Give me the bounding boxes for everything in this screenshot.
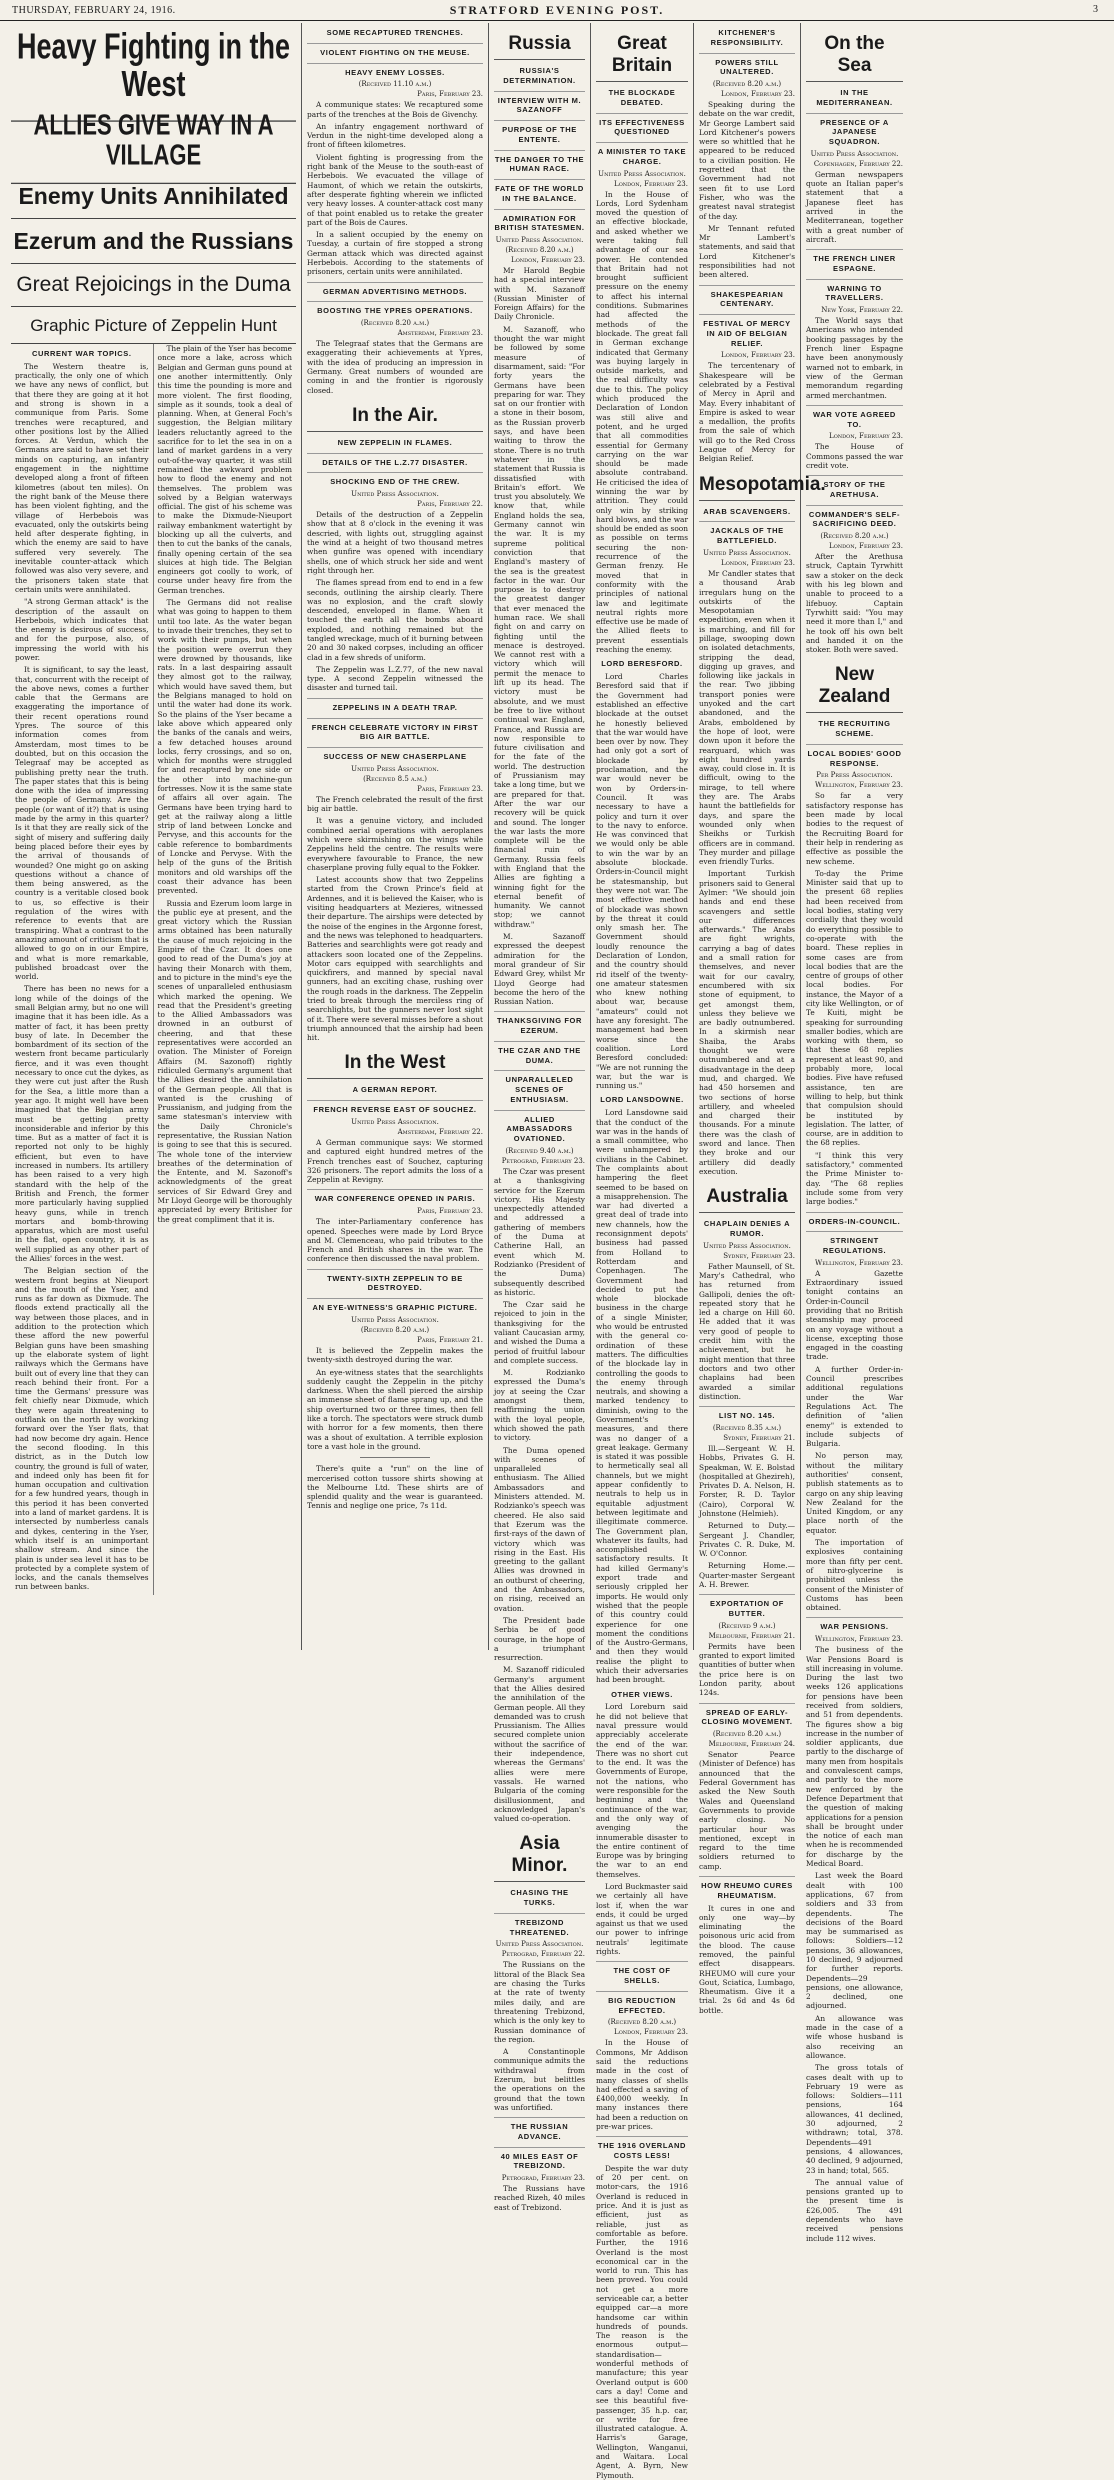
paragraph: The Telegraaf states that the Germans are exaggerating their achievements at Ypres, with the idea of producing an impression in Germany. Great numbers of wounded are coming in and the frontier is rigorously closed. <box>307 339 483 395</box>
dispatch-meta: United Press Association. <box>351 490 439 499</box>
section-subhead: LORD BERESFORD. <box>601 659 683 669</box>
war-topics-right <box>154 344 297 1595</box>
dispatch-dateline: London, February 23. <box>511 256 585 264</box>
section-subhead: JACKALS OF THE BATTLEFIELD. <box>699 521 795 546</box>
section-subhead: SHAKESPEARIAN CENTENARY. <box>699 285 795 310</box>
dispatch-meta: (Received 11.10 a.m.) <box>358 80 432 89</box>
dispatch-meta: (Received 8.20 a.m.) <box>607 2018 677 2027</box>
dispatch-dateline: Sydney, February 21. <box>723 1433 795 1442</box>
section-subhead: THE RUSSIAN ADVANCE. <box>494 2117 585 2142</box>
section-subhead: ALLIED AMBASSADORS OVATIONED. <box>494 1110 585 1144</box>
paragraph: The annual value of pensions granted up to the present time is £26,005. The 491 dependents who have received pensions include 112 wives. <box>806 2177 903 2243</box>
dispatch-dateline: London, February 23. <box>614 2028 688 2037</box>
dispatch-meta: United Press Association. <box>495 1940 584 1949</box>
war-topics-left <box>11 344 154 1595</box>
section-heading-australia: Australia <box>699 1186 795 1213</box>
paragraph: There has been no news for a long while of the doings of the small Belgian army, but no one will imagine that it has been idle. As a matter of fact, it has been pretty busy of late. In December the bombardment of its section of the western front became particularly fierce, and it was even thought necessary to once cut the dykes, as they were cut just after the Rush for the Sea, a little more than a year ago. It might well have been imagined that the Belgian army must be getting pretty inconsiderable and inferior by this time. But as a matter of fact it is reported not only to be highly efficient, but even to have increased in numbers. Its artillery has been raised to a very high standard with the help of the British and French, the former more particularly having supplied heavy guns, while in trench mortars and bomb-throwing apparatus, which are most useful in the flat, open country, it is as well supplied as any other part of the Allies' forces in the west. <box>15 984 149 1263</box>
section-heading-air: In the Air. <box>307 405 483 432</box>
section-heading-mesopotamia: Mesopotamia. <box>699 474 795 501</box>
dispatch-meta: United Press Association. <box>351 1117 439 1126</box>
section-subhead: KITCHENER'S RESPONSIBILITY. <box>710 28 784 47</box>
paragraph: Lord Lansdowne said that the conduct of the war was in the hands of a small committee, who were unhampered by civilians in the Cabinet. The complaints about hampering the fleet seemed to be based on a misapprehension. The war had diverted a great deal of trade into new channels, how the reconsignment depots' business had passed from Holland to Rotterdam and Copenhagen. The Government had decided to put the whole blockade business in the charge of a single Minister, who would be entrusted with the general co-ordination of these matters. The difficulties of the blockade lay in controlling the goods to the enemy through neutrals, and showing a marked tendency to diminish, owing to the Government's measures, and there was no danger of a great leakage. Germany is stated it was possible to hermetically seal all channels, but we might appear confidently to neutrals to help us in equitable adjustment between legitimate and illegitimate commerce. The Government plan, whatever its faults, had accomplished satisfactory results. It had killed Germany's export trade and seriously crippled her imports. He would only wished that the people of this country could experience for one moment the conditions of the Austro-Germans, and then they would realise the plight to which their adversaries had been brought. <box>596 1108 688 1685</box>
column-great-britain <box>591 23 694 2480</box>
paragraph: A communique states: We recaptured some parts of the trenches at the Bois de Givenchy. <box>307 100 483 119</box>
dispatch-meta: (Received 9 a.m.) <box>718 1621 776 1630</box>
section-subhead: LOCAL BODIES' GOOD RESPONSE. <box>806 744 903 769</box>
section-subhead: INTERVIEW WITH M. SAZANOFF <box>494 91 585 116</box>
section-subhead: ORDERS-IN-COUNCIL. <box>806 1212 903 1227</box>
dispatch-dateline: Amsterdam, February 22. <box>397 1127 483 1136</box>
section-subhead: A GERMAN REPORT. <box>352 1085 438 1095</box>
section-subhead: GERMAN ADVERTISING METHODS. <box>307 282 483 297</box>
section-subhead: COMMANDER'S SELF-SACRIFICING DEED. <box>806 505 903 530</box>
section-subhead: LORD LANSDOWNE. <box>600 1095 684 1105</box>
section-subhead: SHOCKING END OF THE CREW. <box>307 472 483 487</box>
dispatch-meta: (Received 9.40 a.m.) <box>505 1146 574 1155</box>
dispatch-dateline: London, February 23. <box>614 179 688 188</box>
paragraph: The Russians on the littoral of the Black Sea are chasing the Turks at the rate of twenty miles daily, and are threatening Trebizond, which is the only key to Russian dominance of the region. <box>494 1960 585 2044</box>
paragraph: It is significant, to say the least, that, concurrent with the receipt of the above news, comes a further cable that the Germans are exaggerating the importance of their recent operations round Ypres. The source of this information comes from Amsterdam, most times to be doubted, but on this occasion the Telegraaf may be accepted as publishing pretty near the truth. The paper states that this is being done with the idea of impressing the people of Germany. Are the people (or want of it?) that is using made by the army in this quarter? Is it that they are really sick of the sight of misery and suffering daily being placed before their eyes by the arrival of thousands of wounded? One might go on asking questions without a chance of them being answered, as the country is a veritable closed book to us, so effective is their regulation of the wires with reference to events that are transpiring. What a contrast to the amazing amount of criticism that is allowed to go on in our Empire, and what is more remarkable, published broadcast over the world. <box>15 665 149 982</box>
dispatch-dateline: Paris, February 23. <box>417 784 483 793</box>
section-subhead: NEW ZEPPELIN IN FLAMES. <box>337 437 453 447</box>
dispatch-dateline: Petrograd, February 22. <box>501 1950 585 1959</box>
paragraph: After the Arethusa struck, Captain Tyrwhitt saw a stoker on the deck with his leg blown and unable to proceed to a lifebuoy. Captain Tyrwhitt said: "You may need it more than I," and he took off his own belt and handed it on the stoker. Both were saved. <box>806 552 903 655</box>
section-subhead: 40 MILES EAST OF TREBIZOND. <box>494 2147 585 2172</box>
section-subhead: THE COST OF SHELLS. <box>596 1961 688 1986</box>
paragraph: An infantry engagement northward of Verdun in the night-time developed along a front of fifteen kilometres. <box>307 121 483 150</box>
paragraph: An allowance was made in the case of a wife whose husband is also receiving an allowance. <box>806 2013 903 2060</box>
dispatch-dateline: Paris, February 23. <box>417 90 483 99</box>
dispatch-meta: (Received 8.20 a.m.) <box>712 80 782 88</box>
paragraph: Senator Pearce (Minister of Defence) has announced that the Federal Government has asked the New South Wales and Queensland Governments to provide early closing. No particular hour was mentioned, except in regard to the time soldiers returned to camp. <box>699 1750 795 1871</box>
advertisement: There's quite a "run" on the line of mercerised cotton tussore shirts showing at the Melbourne Ltd. These shirts are of splendid quality and the wear is guaranteed. Tennis and neglige one price, 7s 11d. <box>307 1464 483 1511</box>
headline-ezerum: Ezerum and the Russians <box>11 219 296 264</box>
divider <box>360 1457 430 1458</box>
dispatch-meta: (Received 8.20 a.m.) <box>505 246 574 254</box>
section-subhead: TREBIZOND THREATENED. <box>494 1913 585 1938</box>
dispatch-meta: United Press Association. <box>598 169 686 178</box>
section-subhead: FRENCH REVERSE EAST OF SOUCHEZ. <box>307 1100 483 1115</box>
paragraph: The Russians have reached Rizeh, 40 miles east of Trebizond. <box>494 2184 585 2212</box>
war-topics <box>11 344 296 1595</box>
paragraph: Mr Tennant refuted Mr Lambert's statements, and said that Lord Kitchener's responsibilities had not been altered. <box>699 223 795 280</box>
dispatch-meta: United Press Association. <box>810 149 899 158</box>
paragraph: The Western theatre is, practically, the only one of which we have any news of conflict, but that there they are going at it hot and strong is shown in a communique from Paris. Some trenches were recaptured, and other positions lost by the Allied forces. At Verdun, which the Germans are said to have set their minds on capturing, an infantry engagement in the nighttime developed along a front of fifteen kilometres (about ten miles). On the right bank of the Meuse there has been violent fighting, and the village of Herbebois was evacuated, only the outskirts being held after desperate fighting, in which the enemy are said to have suffered very severely. The inevitable counter-attack which followed was also very severe, and the prisoners taken state that certain units were annihilated. <box>15 361 149 594</box>
section-subhead: STRINGENT REGULATIONS. <box>806 1231 903 1256</box>
paragraph: Ill.—Sergeant W. H. Hobbs, Privates G. H. Speakman, W. E. Bolstad (hospitalled at Ghezireh), Privates D. A. Nelson, H. Forster, R. D. Taylor (Cairo), Corporal W. Johnstone (Helmieh). <box>699 1443 795 1518</box>
dispatch-meta: (Received 8.20 a.m.) <box>360 319 430 328</box>
dispatch-dateline: London, February 23. <box>829 432 903 441</box>
war-topics-heading: CURRENT WAR TOPICS. <box>31 349 132 359</box>
dispatch-meta: (Received 8.5 a.m.) <box>363 774 427 783</box>
paragraph: Important Turkish prisoners said to General Aylmer: "We should join hands and end these scavengers and settle our differences afterwards." The Arabs are fight wrights, carrying a bag of dates and a small ration for themselves, and never wait for our cavalry, encumbered with six stone of equipment, to get amongst them, unless they believe we are badly outnumbered. In a skirmish near Shaiba, the Arabs thought we were outnumbered and at a disadvantage in the deep mud, and charged. We had 450 horsemen and two sections of horse artillery, and wheeled and charged their thousands. For a minute there was the clash of sword and lance. Then they broke and our artillery did deadly execution. <box>699 869 795 1176</box>
paragraph: The tercentenary of Shakespeare will be celebrated by a Festival of Mercy in April and May. Every inhabitant of Empire is asked to wear a medallion, the profits from the sale of which will go to the Red Cross League of Mercy for Belgian Relief. <box>699 361 795 464</box>
paragraph: Speaking during the debate on the war credit, Mr George Lambert said Lord Kitchener's powers were so whittled that he appeared to be reduced to a civilian position. He regretted that the Government had not seen fit to use Lord Fisher, who was the greatest naval strategist of the day. <box>699 100 795 221</box>
section-subhead: BOOSTING THE YPRES OPERATIONS. <box>307 301 483 316</box>
paragraph: So far a very satisfactory response has been made by local bodies to the request of the Recruiting Board for their help in rendering as effective as possible the new scheme. <box>806 791 903 866</box>
section-heading-asia-minor: Asia Minor. <box>494 1833 585 1882</box>
dispatch-dateline: London, February 23. <box>721 558 795 567</box>
paragraph: Violent fighting is progressing from the right bank of the Meuse to the south-east of Herbebois. We evacuated the village of Haumont, of which we retain the outskirts, after desperate fighting wherein we inflicted very heavy losses. A counter-attack cost many of that point enabled us to retake the greater part of the Bois de Caures. <box>307 152 483 227</box>
section-subhead: STORY OF THE ARETHUSA. <box>806 475 903 500</box>
paragraph: Permits have been granted to export limited quantities of butter when the price here is on London parity, about 124s. <box>699 1641 795 1698</box>
paragraph: The flames spread from end to end in a few seconds, outlining the airship clearly. There was no explosion, and the craft slowly descended, enveloped in flame. When it touched the earth all the bombs aboard exploded, and nothing remained but the tangled wreckage, much of it burning between 20 and 30 naked corpses, including an officer clad in a few shreds of uniform. <box>307 578 483 662</box>
paragraph: It is believed the Zeppelin makes the twenty-sixth destroyed during the war. <box>307 1345 483 1365</box>
section-subhead: ARAB SCAVENGERS. <box>703 506 791 516</box>
section-subhead: AN EYE-WITNESS'S GRAPHIC PICTURE. <box>307 1298 483 1313</box>
paragraph: The inter-Parliamentary conference has opened. Speeches were made by Lord Bryce and M. Clemenceau, who paid tributes to the French and British shares in the war. The conference then discussed the naval problem. <box>307 1217 483 1264</box>
paragraph: Lord Loreburn said he did not believe that naval pressure would appreciably accelerate the end of the war. There was no short cut to the end. It was the Governments of Europe, not the nations, who were responsible for the beginning and the continuance of the war, and the only way of avenging the innumerable disaster to the entire continent of Europe was by bringing the war to an end themselves. <box>596 1702 688 1879</box>
section-subhead: CHAPLAIN DENIES A RUMOR. <box>703 1219 791 1238</box>
section-subhead: THE FRENCH LINER ESPAGNE. <box>806 249 903 274</box>
dispatch-dateline: Paris, February 23. <box>417 1207 483 1216</box>
section-subhead: WAR VOTE AGREED TO. <box>806 405 903 430</box>
paragraph: Last week the Board dealt with 100 applications, 67 from soldiers and 33 from dependents. The decisions of the Board may be summarised as follows: Soldiers—12 pensions, 36 allowances, 10 declined, 9 adjourned for further reports. Dependents—29 pensions, one allowance, 2 declined, one adjourned. <box>806 1871 903 2011</box>
section-subhead: SPREAD OF EARLY-CLOSING MOVEMENT. <box>699 1703 795 1728</box>
section-subhead: THE RECRUITING SCHEME. <box>818 719 891 739</box>
section-subhead: THE CZAR AND THE DUMA. <box>494 1041 585 1066</box>
paragraph: Lord Charles Beresford said that if the Government had established an effective blockade at the outset he honestly believed that the war would have been over by now. They had only got a sort of blockade by proclamation, and the war would never be won by Orders-in-Council. It was necessary to have a policy and turn it over to the navy to enforce. He was convinced that we would only be able to win the war by an absolute blockade. Orders-in-Council might be statesmanship, but they were not war. The most effective method of blockade was shown by the threat it could only smash her. The Government should loudly renounce the Declaration of London, and the country should rid itself of the twenty-one amateur statesmen who knew nothing about war, because "amateurs" could not have any foresight. The management had been worse since the coalition. Lord Beresford concluded: "We are not running the war, but the war is running us." <box>596 672 688 1091</box>
section-subhead: WAR PENSIONS. <box>806 1617 903 1632</box>
dispatch-meta: United Press Association. <box>703 1241 791 1250</box>
paragraph: The Czar was present at a thanksgiving service for the Ezerum victory. His Majesty unexpectedly attended and addressed a gathering of members of the Duma at Catherine Hall, an event which M. Rodzianko (President of the Duma) subsequently described as historic. <box>494 1166 585 1297</box>
section-subhead: DETAILS OF THE L.Z.77 DISASTER. <box>307 453 483 468</box>
paragraph: Mr Harold Begbie had a special interview with M. Sazanoff (Russian Minister of Foreign Affairs) for the Daily Chronicle. <box>494 266 585 322</box>
paragraph: The President bade Serbia be of good courage, in the hope of a triumphant resurrection. <box>494 1615 585 1663</box>
section-subhead: BIG REDUCTION EFFECTED. <box>596 1991 688 2016</box>
section-subhead: RUSSIA'S DETERMINATION. <box>503 66 576 85</box>
page-number: 3 <box>1093 4 1098 15</box>
section-subhead: UNPARALLELED SCENES OF ENTHUSIASM. <box>494 1070 585 1104</box>
dispatch-dateline: Amsterdam, February 23. <box>397 329 483 338</box>
paragraph: "A strong German attack" is the description of the assault on Herbebois, which indicates that the enemy is desirous of success, and for the purpose, also, of impressing the world with his power. <box>15 597 149 662</box>
section-heading-on-the-sea: On the Sea <box>806 33 903 82</box>
dispatch-dateline: Melbourne, February 21. <box>708 1631 795 1640</box>
dispatch-dateline: Paris, February 22. <box>417 500 483 509</box>
dispatch-meta: United Press Association. <box>703 548 791 557</box>
section-subhead: EXPORTATION OF BUTTER. <box>699 1594 795 1619</box>
paragraph: A German communique says: We stormed and captured eight hundred metres of the French trenches east of Souchez, capturing 326 prisoners. The report admits the loss of a Zeppelin at Revigny. <box>307 1137 483 1185</box>
paragraph: Returned to Duty.—Sergeant J. Chandler, Privates C. R. Duke, M. W. O'Connor. <box>699 1521 795 1559</box>
paragraph: In the House of Commons, Mr Addison said the reductions made in the cost of many classes of shells had effected a saving of £400,000 weekly. In many instances there had been a reduction on pre-war prices. <box>596 2038 688 2132</box>
paragraph: Returning Home.—Quarter-master Sergeant A. H. Brewer. <box>699 1561 795 1590</box>
dispatch-dateline: New York, February 22. <box>821 306 903 315</box>
paragraph: A Constantinople communique admits the withdrawal from Ezerum, but belittles the operations on the ground that the town was unfortified. <box>494 2047 585 2112</box>
paragraph: M. Sazanoff expressed the deepest admiration for the moral grandeur of Sir Edward Grey, whilst Mr Lloyd George had become the hero of the Russian Nation. <box>494 932 585 1007</box>
dispatch-meta: Per Press Association. <box>816 771 893 780</box>
columns <box>6 23 1108 2480</box>
paragraph: "I think this very satisfactory," commented the Prime Minister to-day. "The 68 replies include some from very large bodies." <box>806 1150 903 1207</box>
section-subhead: TWENTY-SIXTH ZEPPELIN TO BE DESTROYED. <box>307 1269 483 1294</box>
paragraph: An eye-witness states that the searchlights suddenly caught the Zeppelin in the pitchy darkness. When the shell pierced the airship an immense sheet of flame sprang up, and the ship overturned two or three times, then fell like a torch. The spectators were struck dumb with horror for a few moments, then there was a shout of exultation. A terrible explosion tore a vast hole in the ground. <box>307 1367 483 1451</box>
paragraph: The plain of the Yser has become once more a lake, across which Belgian and German guns pound at one another intermittently. Only this time the pounding is more and more violent. The first flooding, simple as it sounds, took a deal of planning. When, at General Foch's suggestion, the Belgian military leaders reluctantly agreed to the sacrifice for to let the sea in on a land of market gardens in a very out-of-the-way quarter, it was still remained the awkward problem how to flood the enemy and not themselves. The problem was solved by a Belgian waterways official. The gist of his scheme was to make the Dixmude-Nieuport railway embankment watertight by blocking up all the culverts, and then to cut the banks of the canals, finally opening certain of the sea sluices at high tide. The Belgian engineers got coolly to work, of course under heavy fire from the German trenches. <box>157 344 292 595</box>
headline-zeppelin-hunt: Graphic Picture of Zeppelin Hunt <box>11 307 296 344</box>
dispatch-dateline: Wellington, February 23. <box>815 781 903 790</box>
advertisement-heading: THE 1916 OVERLAND COSTS LESS! <box>596 2136 688 2161</box>
paragraph: The business of the War Pensions Board is still increasing in volume. During the last two weeks 126 applications for pensions have been received from soldiers, and 51 from dependents. The figures show a big increase in the number of soldier applicants, due partly to the discharge of many men from hospitals and convalescent camps, and partly to the more new enforced by the Defence Department that the question of making applications for a pension shall be brought under the notice of each man when he is recommended for discharge by the Medical Board. <box>806 1645 903 1869</box>
headline-enemy-units: Enemy Units Annihilated <box>11 174 296 219</box>
paragraph: A Gazette Extraordinary issued tonight contains an Order-in-Council providing that no British steamship may proceed on any voyage without a license, excepting those engaged in the coasting trade. <box>806 1268 903 1362</box>
section-subhead: A MINISTER TO TAKE CHARGE. <box>596 142 688 167</box>
dispatch-meta: United Press Association. <box>351 764 439 773</box>
section-heading-new-zealand: New Zealand <box>806 664 903 713</box>
paragraph: M. Sazanoff, who thought the war might be followed by some measure of disarmament, said: "For forty years the Germans have been preparing for war. They sat on our frontier with a stone in their bosom, as the Russian proverb says, and have been waiting to throw the stone. There is no truth whatever in the statement that Russia is dissatisfied with Britain's effort. We trust you absolutely. We know that, while England holds the sea, Germany cannot win the war. It is my supreme political conviction that England's mastery of the sea is the greatest factor in the war. Our purpose is to destroy the greatest danger that ever menaced the human race. We shall fight on and carry on fighting until the menace is destroyed. We cannot rest with a victory which will permit the menace to lift up its head. The victory must be absolute, and we must be free to live without continual war. England, France, and Russia are now responsible to future civilisation and for the fate of the world. The destruction of Prussianism may take a long time, but we are prepared for that. After the war our recovery will be quick and sound. The longer the war lasts the more complete will be the financial ruin of Germany. Russia feels with England that the Allies are fighting a winning fight for the eternal benefit of humanity. We cannot stop; we cannot withdraw." <box>494 324 585 929</box>
headline-heavy-fighting: Heavy Fighting in the West <box>11 8 296 121</box>
section-subhead: ZEPPELINS IN A DEATH TRAP. <box>307 698 483 713</box>
paragraph: The gross totals of cases dealt with up to February 19 were as follows: Soldiers—111 pensions, 164 allowances, 41 declined, 30 adjourned, 2 withdrawn; total, 378. Dependents—491 pensions, 4 allowances, 40 declined, 9 adjourned, 23 in hand; total, 565. <box>806 2063 903 2175</box>
section-subhead: POWERS STILL UNALTERED. <box>699 53 795 78</box>
section-heading-great-britain: Great Britain <box>596 33 688 82</box>
paragraph: To-day the Prime Minister said that up to the present 68 replies had been received from local bodies, stating very cordially that they would do everything possible to co-operate with the board. These replies in some cases are from local bodies that are the centre of groups of other local bodies. For instance, the Mayor of a city like Wellington, or of Te Kuiti, might be speaking for surrounding smaller bodies, which are working with them, so that these 68 replies represent at least 90, and probably more, local bodies. Five have refused assistance, ten are willing to help, but think that compulsion should be instituted by legislation. The latter, of course, are in addition to the 68 replies. <box>806 868 903 1148</box>
dispatch-dateline: Petrograd, February 23. <box>501 1156 585 1165</box>
paragraph: Details of the destruction of a Zeppelin show that at 8 o'clock in the evening it was descried, with lights out, struggling against the wind at a height of two thousand metres when gunfire was opened with incendiary shells, one of which struck her side and went right through her. <box>307 510 483 575</box>
dispatch-meta: United Press Association. <box>495 236 584 244</box>
paragraph: Russia and Ezerum loom large in the public eye at present, and the great victory which the Russian arms obtained has been naturally the cause of much rejoicing in the Empire of the Czar. It does one good to read of the Duma's joy at having their Monarch with them, and to picture in the mind's eye the scenes of unparalleled enthusiasm which marked the opening. We read that the President's greeting to the Allied Ambassadors was drowned in an outburst of cheering, and that these representatives were accorded an ovation. The Minister of Foreign Affairs (M. Sazonoff) rightly ridiculed Germany's argument that the Allies desired the annihilation of the German people. All that is wanted is the crushing of Prussianism, and judging from the same statesman's interview with the Daily Chronicle's representative, the Russian Nation is going to see that this is secured. The whole tone of the interview breathes of the determination of the Entente, and M. Sazonoff's acknowledgments of the great services of Sir Edward Grey and Mr Lloyd George will be thoroughly appreciated by every Britisher for the great compliment that it is. <box>157 898 292 1224</box>
dispatch-dateline: Copenhagen, February 22. <box>813 159 903 168</box>
section-subhead: WARNING TO TRAVELLERS. <box>806 279 903 304</box>
dispatch-meta: United Press Association. <box>351 1315 439 1324</box>
paragraph: No person may, without the military authorities' consent, publish statements as to cargo on any ship leaving New Zealand for the United Kingdom, or any place north of the equator. <box>806 1451 903 1535</box>
section-subhead: OTHER VIEWS. <box>611 1689 673 1699</box>
advertisement: Despite the war duty of 20 per cent. on motor-cars, the 1916 Overland is reduced in price. And it is just as efficient, just as reliable, just as comfortable as before. Further, the 1916 Overland is the most economical car in the world to run. This has been proved. You could not get a more serviceable car, a better equipped car—a more handsome car within hundreds of pounds. The reason is the enormous output—standardisation—wonderful methods of manufacture; this year Overland output is 600 cars a day! Come and see this beautiful five-passenger, 35 h.p. car, or write for free illustrated catalogue. A. Harris's Garage, Wellington, Wanganui, and Waitara. Local Agent, A. Byrn, New Plymouth. <box>596 2163 688 2480</box>
paragraph: The Germans did not realise what was going to happen to them until too late. As the water began to invade their trenches, they set to work with their pumps, but when the position were overrun they were drowned by thousands, like rats. In a last despairing assault they almost got to the railway, which would have saved them, but the Belgians managed to hold on until the water had done its work. So the plains of the Yser became a lake above which appeared only the banks of the canals and weirs, a few detached houses around locks, ferry crossings, and so on, which for months were struggled for and recaptured by one side or the other into machine-gun fortresses. Now it is the same state of affairs all over again. The Germans have been trying hard to get at the railway along a little strip of land between Loncke and Pervyse, and this accounts for the cable reference to bombardments of Loncke and Pervyse. With the help of the guns of the British monitors and old warships off the coast their advance has been prevented. <box>157 598 292 896</box>
paragraph: M. Sazanoff ridiculed Germany's argument that the Allies desired the annihilation of the German people. All they demanded was to crush Prussianism. The Allies secured complete union without the sacrifice of their independence, whereas the Germans' allies were mere vassals. He warned Bulgaria of the coming disillusionment, and acknowledged Japan's valued co-operation. <box>494 1665 585 1824</box>
paragraph: The Zeppelin was L.Z.77, of the new naval type. A second Zeppelin witnessed the disaster and turned tail. <box>307 664 483 693</box>
column-russia <box>489 23 591 2212</box>
paragraph: Lord Buckmaster said we certainly all have lost if, when the war ends, it could be urged against us that we used our power to infringe neutrals' legitimate rights. <box>596 1882 688 1957</box>
masthead-date: THURSDAY, FEBRUARY 24, 1916. <box>12 5 176 16</box>
section-subhead: THE BLOCKADE DEBATED. <box>608 88 676 107</box>
paragraph: German newspapers quote an Italian paper's statement that a Japanese fleet has arrived in the Mediterranean, together with a great number of aircraft. <box>806 169 903 244</box>
headline-great-rejoicings: Great Rejoicings in the Duma <box>11 264 296 307</box>
dispatch-dateline: Paris, February 21. <box>417 1335 483 1344</box>
dispatch-dateline: Wellington, February 23. <box>815 1258 903 1267</box>
section-heading-west: In the West <box>307 1052 483 1079</box>
column-mesopotamia-australia <box>694 23 826 2015</box>
paragraph: In the House of Lords, Lord Sydenham moved the question of an effective blockade, and asked whether we were taking full advantage of our sea power. He contended that Britain had not brought sufficient pressure on the enemy to affect his internal conditions. Submarines had affected the methods of the blockade. The great fall in German exchange indicated that Germany was buying largely in outside markets, and the real difficulty was due to this. The policy which produced the Declaration of London was still alive and potent, and he urged that all commodities essential for Germany carrying on the war should be made absolute contraband. He criticised the idea of winning the war by attrition. They could only win by striking hard blows, and the war should be ended as soon as possible on terms securing the non-recurrence of the German frenzy. He moved that in conformity with the principles of national law and legitimate neutral rights more effective use be made of the Allied fleets to prevent essentials reaching the enemy. <box>596 189 688 655</box>
section-subhead: IN THE MEDITERRANEAN. <box>816 88 893 107</box>
section-heading-russia: Russia <box>494 33 585 60</box>
section-subhead: SOME RECAPTURED TRENCHES. <box>326 28 464 37</box>
advertisement: It cures in one and only one way—by eliminating the poisonous uric acid from the blood. The cause removed, the painful effect disappears. RHEUMO will cure your Gout, Sciatica, Lumbago, Rheumatism. Give it a trial. 2s 6d and 4s 6d bottle. <box>699 1903 795 2015</box>
dispatch-dateline: London, February 23. <box>721 90 795 98</box>
dispatch-meta: (Received 8.20 a.m.) <box>712 1730 782 1739</box>
paragraph: The World says that Americans who intended booking passages by the French liner Espagne have been anonymously warned not to embark, in view of the German memorandum regarding armed merchantmen. <box>806 316 903 400</box>
section-subhead: FATE OF THE WORLD IN THE BALANCE. <box>494 179 585 204</box>
paragraph: Latest accounts show that two Zeppelins started from the Crown Prince's field at Ardennes, and it is believed the Kaiser, who is visiting headquarters at Mezieres, witnessed their departure. The airships were detected by the noise of the engines in the Argonne forest, and the news was telephoned to headquarters. Batteries and searchlights were got ready and attackers soon located one of the Zeppelins. Motor cars equipped with searchlights and quickfirers, and manned by special naval gunners, had an exciting chase, rushing over the rough roads in the darkness. The Zeppelin tried to break through the merciless ring of searchlights, but the gunners never lost sight of it. There were several misses before a shout triumph announced that the airship had been hit. <box>307 875 483 1043</box>
section-subhead: FESTIVAL OF MERCY IN AID OF BELGIAN RELIEF. <box>699 314 795 348</box>
paragraph: The Belgian section of the western front begins at Nieuport and the mouth of the Yser, and runs as far down as Dixmude. The floods extend practically all the way between those places, and in addition to the protection which these afford the new powerful Belgian guns have been smashing up the elaborate system of light railways which the Germans have built out of every line that they can reach behind their front. For a time the Germans' pressure was felt chiefly near Dixmude, which they were again threatening to outflank on the north by working forward over the Yser flats, that had now become dry again. Hence the second flooding. In this district, as in the Dutch low country, the ground is full of water, and indeed only has been fit for human occupation and cultivation for a few hundred years, though in this period it has been converted into a land of market gardens. It is intersected by numberless canals and dykes, centering in the Yser, which itself is an unimportant shallow stream. And since the plain is under sea level it has to be protected by a complete system of locks, and the canals themselves run between banks. <box>15 1266 149 1592</box>
paragraph: Father Maunsell, of St. Mary's Cathedral, who has returned from Gallipoli, denies the oft-repeated story that he led a charge on Hill 60. He added that it was very good of people to credit him with the achievement, but he might mention that three doctors and two other chaplains had been awarded a similar distinction. <box>699 1261 795 1401</box>
dispatch-meta: (Received 8.20 a.m.) <box>820 532 889 541</box>
section-subhead: VIOLENT FIGHTING ON THE MEUSE. <box>307 43 483 58</box>
paragraph: The importation of explosives containing more than fifty per cent. of nitro-glycerine is prohibited unless the consent of the Minister of Customs has been obtained. <box>806 1538 903 1613</box>
section-subhead: WAR CONFERENCE OPENED IN PARIS. <box>307 1189 483 1204</box>
dispatch-dateline: London, February 23. <box>829 542 903 551</box>
dispatch-dateline: Wellington, February 23. <box>815 1635 903 1644</box>
section-subhead: SUCCESS OF NEW CHASERPLANE <box>307 747 483 762</box>
paragraph: A further Order-in-Council prescribes additional regulations under the War Regulations Act. The definition of "alien enemy" is extended to include subjects of Bulgaria. <box>806 1364 903 1449</box>
paragraph: It was a genuine victory, and included combined aerial operations with aeroplanes which were skirmishing on the wings while Zeppelins held the centre. The results were everywhere favourable to France, the new chaserplane proving fully equal to the Fokker. <box>307 816 483 872</box>
column-sea-new-zealand <box>801 23 908 2243</box>
column-trenches-air-west <box>302 23 489 1650</box>
section-subhead: ITS EFFECTIVENESS QUESTIONED <box>596 113 688 138</box>
masthead-title: STRATFORD EVENING POST. <box>449 3 665 17</box>
paragraph: The Duma opened with scenes of unparalleled enthusiasm. The Allied Ambassadors and Ministers attended. M. Rodzianko's speech was cheered. He also said that Ezerum was the first-rays of the dawn of victory which was rising in the East. His greeting to the gallant Allies was drowned in an outburst of cheering, and the Ambassadors, on rising, received an ovation. <box>494 1445 585 1613</box>
dispatch-dateline: Sydney, February 23. <box>723 1251 795 1260</box>
paragraph: The French celebrated the result of the first big air battle. <box>307 794 483 814</box>
section-subhead: CHASING THE TURKS. <box>510 1888 569 1908</box>
advertisement-heading: HOW RHEUMO CURES RHEUMATISM. <box>699 1876 795 1901</box>
dispatch-meta: (Received 8.35 a.m.) <box>712 1423 782 1432</box>
section-subhead: PURPOSE OF THE ENTENTE. <box>494 120 585 145</box>
section-subhead: PRESENCE OF A JAPANESE SQUADRON. <box>806 113 903 147</box>
section-subhead: LIST NO. 145. <box>699 1406 795 1421</box>
section-subhead: THE DANGER TO THE HUMAN RACE. <box>494 150 585 175</box>
dispatch-dateline: London, February 23. <box>721 351 795 360</box>
section-subhead: FRENCH CELEBRATE VICTORY IN FIRST BIG AIR BATTLE. <box>307 718 483 743</box>
section-subhead: HEAVY ENEMY LOSSES. <box>307 63 483 78</box>
paragraph: M. Rodzianko expressed the Duma's joy at seeing the Czar amongst them, reaffirming the union with the loyal people, which showed the path to victory. <box>494 1368 585 1443</box>
dispatch-dateline: Melbourne, February 24. <box>708 1740 795 1749</box>
headline-allies-give-way: ALLIES GIVE WAY IN A VILLAGE <box>11 97 296 184</box>
paragraph: The House of Commons passed the war credit vote. <box>806 442 903 470</box>
column-lead <box>6 23 302 1650</box>
paragraph: In a salient occupied by the enemy on Tuesday, a curtain of fire stopped a strong German attack which was directed against Herbebois. According to the statements of prisoners, certain units were annihilated. <box>307 230 483 277</box>
paragraph: The Czar said he rejoiced to join in the thanksgiving for the valiant Caucasian army, and wished the Duma a period of fruitful labour and complete success. <box>494 1300 585 1365</box>
paragraph: Mr Candler states that a thousand Arab irregulars hung on the outskirts of the Mesopotamian expedition, even when it is marching, and fill for pillage, swooping down on isolated detachments, stripping the dead, digging up graves, and following like jackals in the rear. Two jibbing transport ponies were unyoked and the cart abandoned, and the Arabs, emboldened by the hope of loot, were down upon it before the rearguard, which was eight hundred yards away, could close in. It is difficult, owing to the mirage, to tell where they are. The Arabs haunt the battlefields for days, and spare the wounded only when Sheikhs or Turkish officers are in command. They murder and pillage even friendly Turks. <box>699 568 795 867</box>
dispatch-dateline: Petrograd, February 23. <box>501 2174 585 2183</box>
section-subhead: ADMIRATION FOR BRITISH STATESMEN. <box>494 209 585 234</box>
section-subhead: THANKSGIVING FOR EZERUM. <box>494 1011 585 1036</box>
dispatch-meta: (Received 8.20 a.m.) <box>360 1325 430 1334</box>
